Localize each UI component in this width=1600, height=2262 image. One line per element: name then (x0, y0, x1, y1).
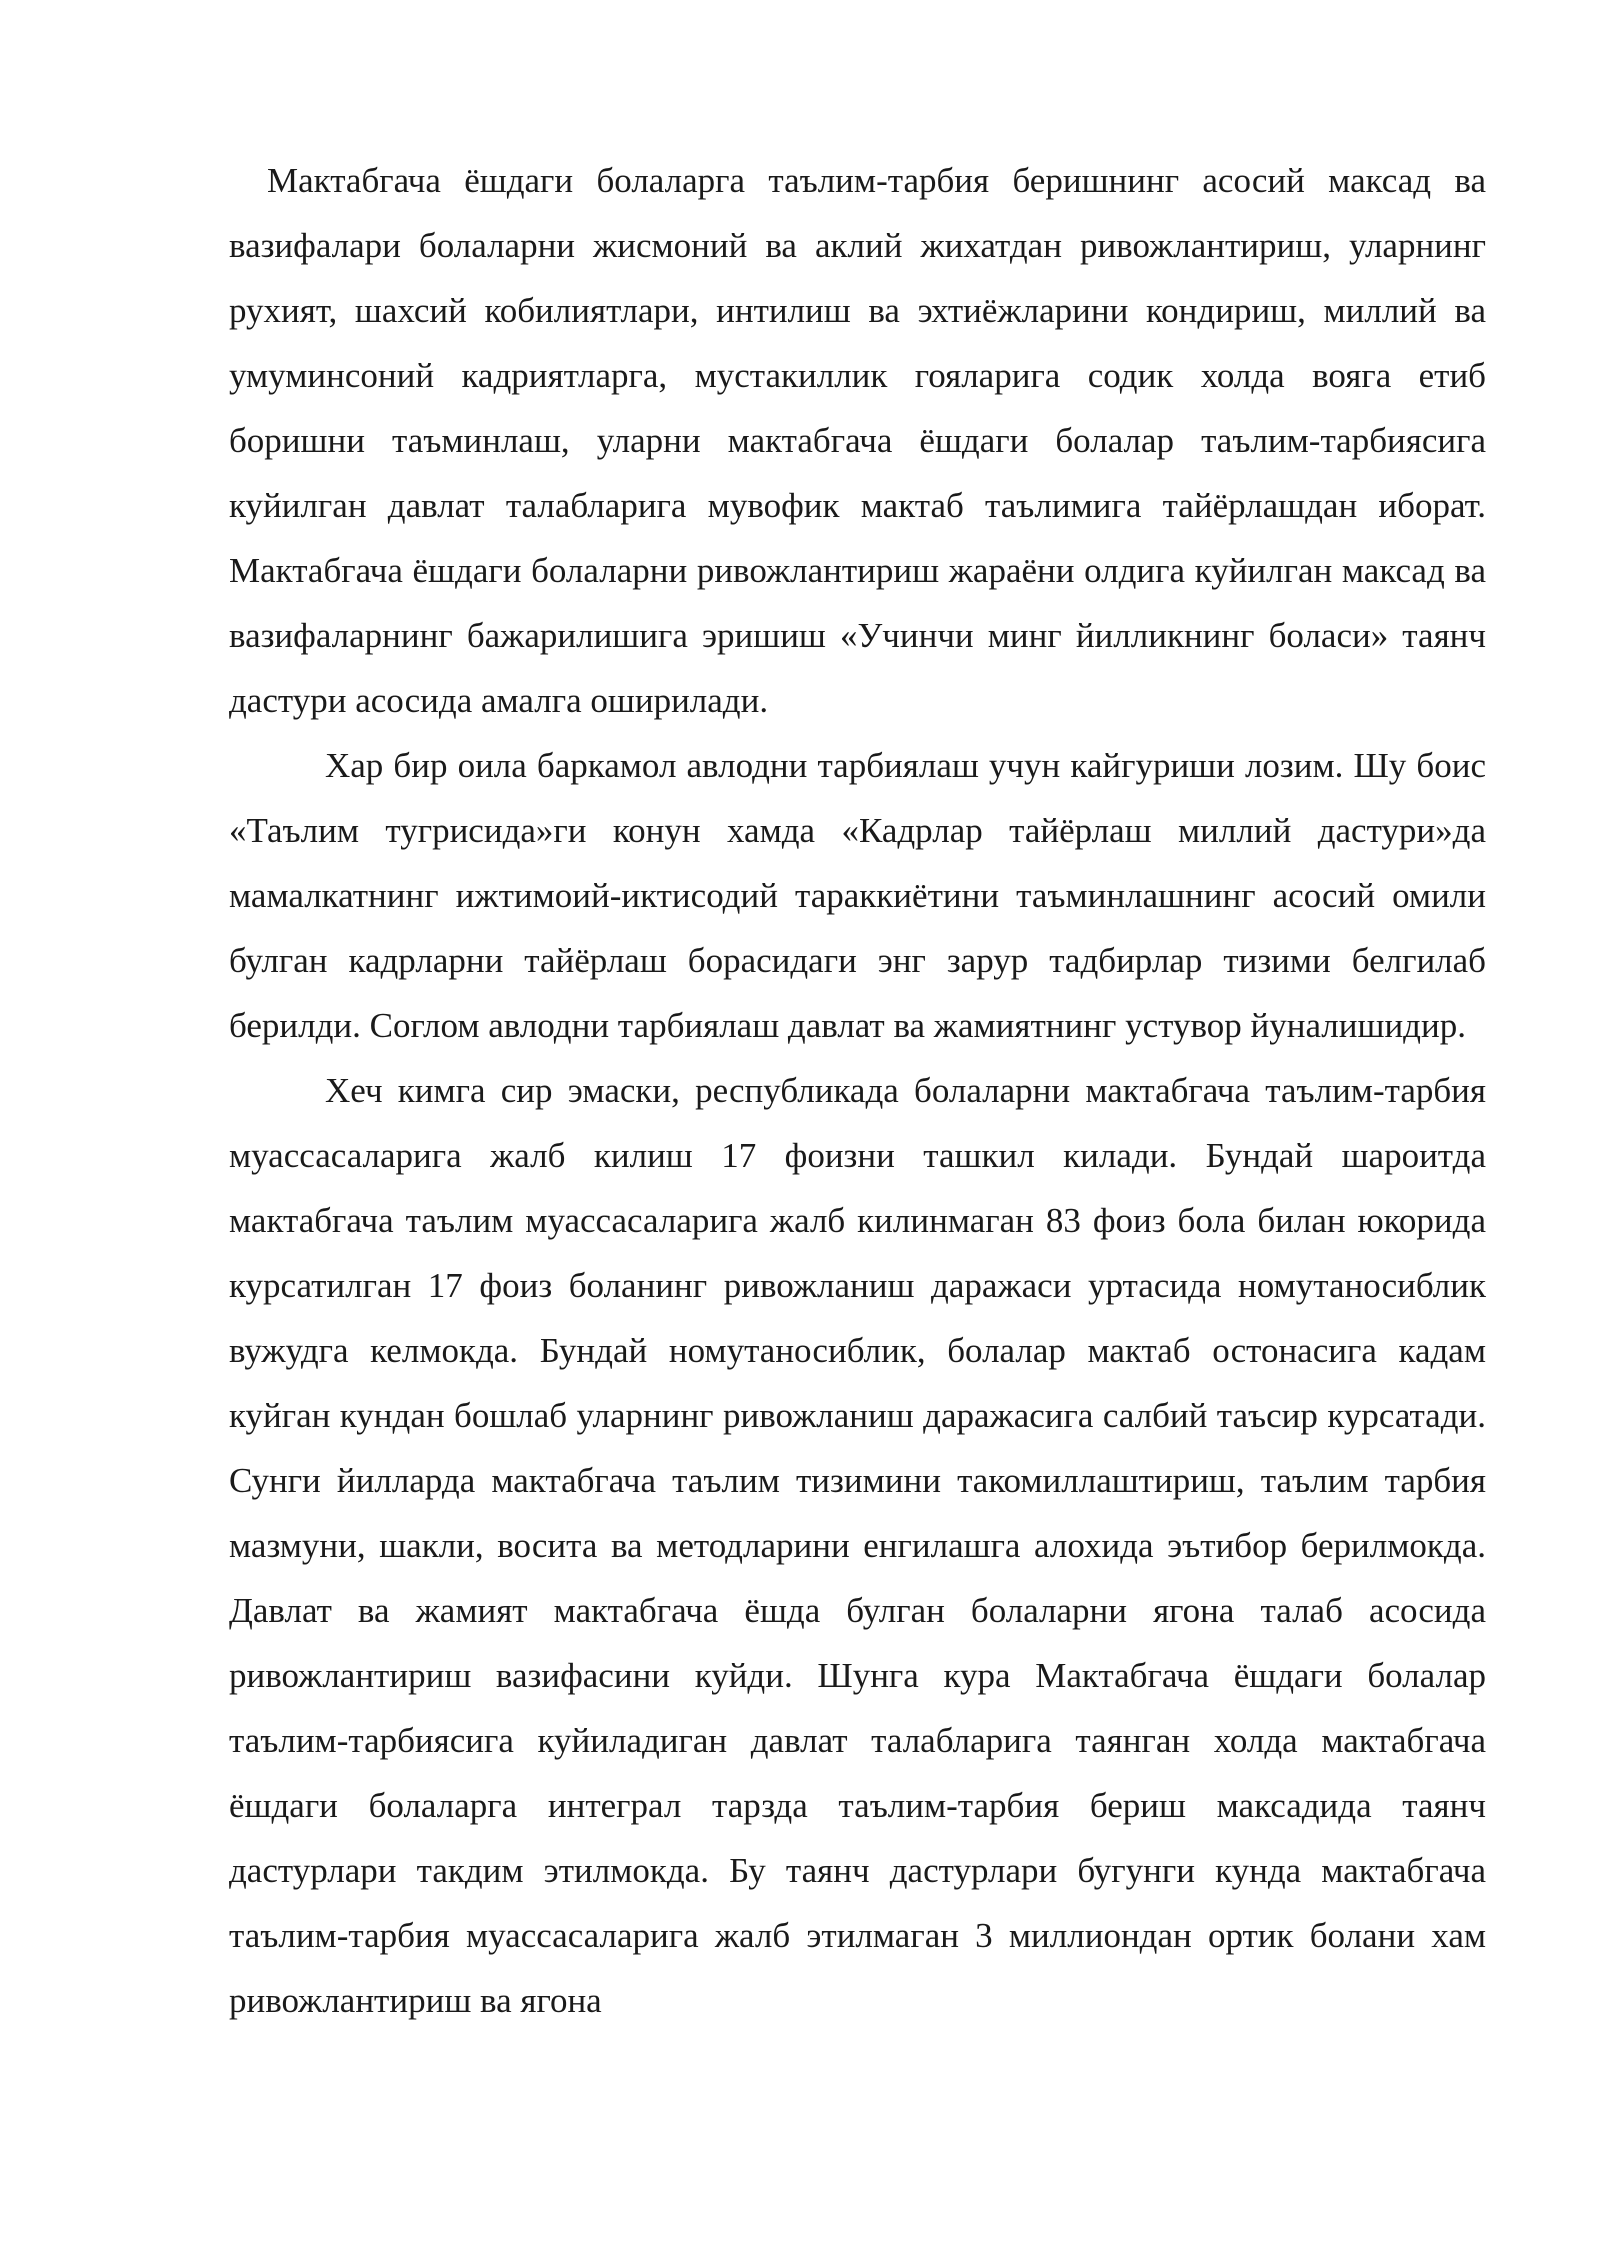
paragraph-3: Хеч кимга сир эмаски, республикада болаларни мактабгача таълим-тарбия муассасаларига жалб килиш 17 фоизни ташкил килади. Бундай шароитда мактабгача таълим муассасаларига жалб килинмаган 83 фоиз бола билан юкорида курсатилган 17 фоиз боланинг ривожланиш даражаси уртасида номутаносиблик вужудга келмокда. Бундай номутаносиблик, болалар мактаб остонасига кадам куйган кундан бошлаб уларнинг ривожланиш даражасига салбий таъсир курсатади. Сунги йилларда мактабгача таълим тизимини такомиллаштириш, таълим тарбия мазмуни, шакли, восита ва методларини енгилашга алохида эътибор берилмокда. Давлат ва жамият мактабгача ёшда булган болаларни ягона талаб асосида ривожлантириш вазифасини куйди. Шунга кура Мактабгача ёшдаги болалар таълим-тарбиясига куйиладиган давлат талабларига таянган холда мактабгача ёшдаги болаларга интеграл тарзда таълим-тарбия бериш максадида таянч дастурлари такдим этилмокда. Бу таянч дастурлари бугунги кунда мактабгача таълим-тарбия муассасаларига жалб этилмаган 3 миллиондан ортик болани хам ривожлантириш ва ягона (229, 1071, 1486, 2020)
document-body (229, 148, 1486, 2033)
paragraph-2: Хар бир оила баркамол авлодни тарбиялаш учун кайгуриши лозим. Шу боис «Таълим тугрисида»ги конун хамда «Кадрлар тайёрлаш миллий дастури»да мамалкатнинг ижтимоий-иктисодий тараккиётини таъминлашнинг асосий омили булган кадрларни тайёрлаш борасидаги энг зарур тадбирлар тизими белгилаб берилди. Соглом авлодни тарбиялаш давлат ва жамиятнинг устувор йуналишидир. (229, 746, 1486, 1045)
paragraph-1: Мактабгача ёшдаги болаларга таълим-тарбия беришнинг асосий максад ва вазифалари болаларни жисмоний ва аклий жихатдан ривожлантириш, уларнинг рухият, шахсий кобилиятлари, интилиш ва эхтиёжларини кондириш, миллий ва умуминсоний кадриятларга, мустакиллик гояларига содик холда вояга етиб боришни таъминлаш, уларни мактабгача ёшдаги болалар таълим-тарбиясига куйилган давлат талабларига мувофик мактаб таълимига тайёрлашдан иборат. Мактабгача ёшдаги болаларни ривожлантириш жараёни олдига куйилган максад ва вазифаларнинг бажарилишига эришиш «Учинчи минг йилликнинг боласи» таянч дастури асосида амалга оширилади. (229, 161, 1486, 720)
